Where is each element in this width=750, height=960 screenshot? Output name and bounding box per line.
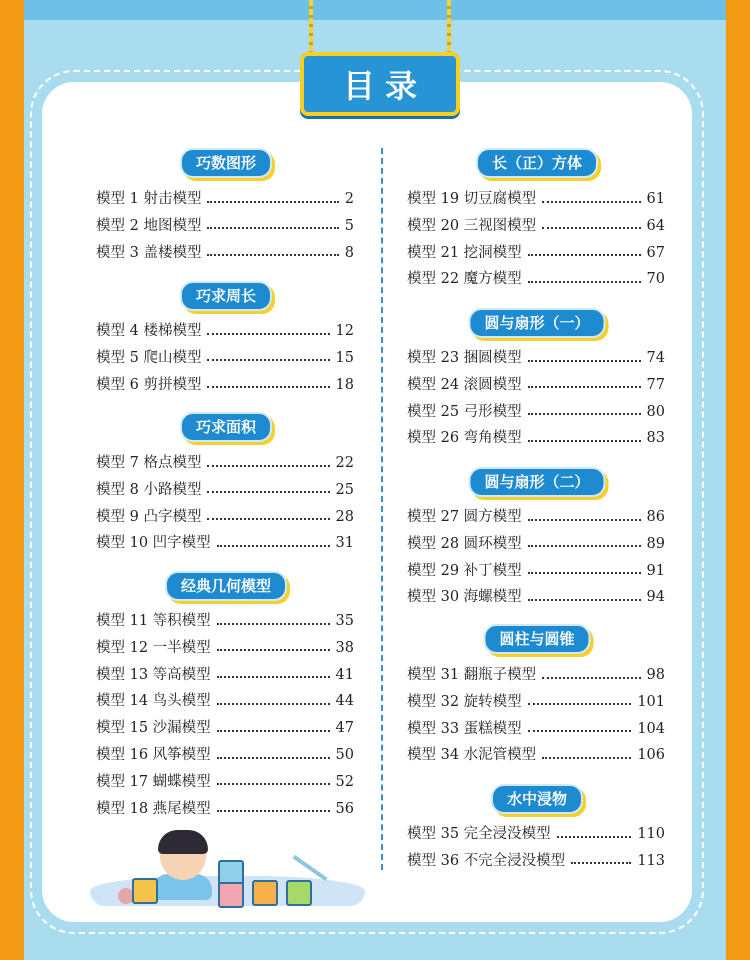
- dot-leader: [217, 703, 330, 705]
- toc-entry-page-number: 12: [335, 323, 354, 339]
- toc-entry-page-number: 98: [646, 667, 665, 683]
- toc-entry[interactable]: [96, 635, 354, 662]
- dot-leader: [207, 227, 338, 229]
- section-heading: 巧求面积: [180, 412, 272, 442]
- toc-entry[interactable]: [407, 213, 665, 240]
- toc-entry-page-number: 67: [646, 244, 665, 261]
- dot-leader: [207, 201, 338, 203]
- toc-entry-title: 模型 29 补丁模型: [407, 562, 522, 579]
- toc-entry-title: 模型 13 等高模型: [96, 666, 211, 683]
- toc-entry-page-number: 64: [646, 217, 665, 234]
- toc-entry[interactable]: [96, 477, 354, 504]
- toc-entry[interactable]: [407, 558, 665, 585]
- toc-entry[interactable]: [407, 848, 665, 875]
- dot-leader: [528, 281, 641, 283]
- toc-entry-page-number: 89: [646, 535, 665, 552]
- dot-leader: [207, 333, 329, 335]
- toc-entry-page-number: 86: [646, 509, 665, 525]
- dot-leader: [528, 360, 641, 362]
- block-cube-icon: [286, 880, 312, 906]
- toc-entry-page-number: 52: [335, 773, 354, 790]
- toc-entry-page-number: 47: [335, 720, 354, 737]
- toc-entry[interactable]: [96, 318, 354, 345]
- toc-entry-title: 模型 4 楼梯模型: [96, 323, 202, 339]
- toc-entry[interactable]: [96, 345, 354, 372]
- toc-entry-page-number: 5: [344, 217, 354, 234]
- toc-entry-title: 模型 11 等积模型: [96, 613, 211, 629]
- dot-leader: [207, 465, 329, 467]
- toc-entry[interactable]: [407, 821, 665, 848]
- dot-leader: [207, 359, 329, 361]
- toc-entry-page-number: 18: [335, 376, 354, 393]
- dot-leader: [528, 730, 632, 732]
- dot-leader: [217, 545, 330, 547]
- block-cube-icon: [218, 882, 244, 908]
- boy-hair: [158, 830, 208, 854]
- dot-leader: [542, 227, 640, 229]
- rope-right: [447, 0, 451, 60]
- dot-leader: [542, 677, 640, 679]
- toc-entry-title: 模型 10 凹字模型: [96, 535, 211, 552]
- dot-leader: [217, 649, 330, 651]
- toc-entry-page-number: 50: [335, 747, 354, 763]
- toc-entry[interactable]: [407, 504, 665, 531]
- toc-entry-title: 模型 7 格点模型: [96, 455, 202, 471]
- toc-entry-title: 模型 18 燕尾模型: [96, 800, 211, 817]
- toc-entry-title: 模型 36 不完全浸没模型: [407, 852, 566, 869]
- toc-entry-page-number: 35: [335, 613, 354, 629]
- toc-entry-title: 模型 26 弯角模型: [407, 430, 522, 447]
- dot-leader: [217, 810, 330, 812]
- section-heading: 水中浸物: [491, 784, 583, 814]
- toc-entry-page-number: 56: [335, 800, 354, 817]
- toc-entry-title: 模型 14 鸟头模型: [96, 693, 211, 710]
- toc-entry-page-number: 22: [335, 455, 354, 471]
- section-heading: 巧求周长: [180, 281, 272, 311]
- dot-leader: [557, 836, 632, 838]
- toc-entry-title: 模型 3 盖楼模型: [96, 244, 202, 261]
- toc-entry-page-number: 80: [646, 403, 665, 420]
- dot-leader: [207, 386, 329, 388]
- toc-entry[interactable]: [407, 584, 665, 611]
- dot-leader: [528, 519, 641, 521]
- toc-entry-page-number: 94: [646, 589, 665, 606]
- toc-entry-title: 模型 28 圆环模型: [407, 535, 522, 552]
- toc-entry[interactable]: [407, 662, 665, 689]
- toc-entry-title: 模型 20 三视图模型: [407, 217, 537, 234]
- rope-left: [309, 0, 313, 60]
- dot-leader: [528, 703, 632, 705]
- toc-entry-page-number: 41: [335, 666, 354, 683]
- toc-entry[interactable]: [407, 531, 665, 558]
- toc-entry[interactable]: [96, 688, 354, 715]
- dot-leader: [207, 491, 329, 493]
- dot-leader: [542, 201, 640, 203]
- toc-entry-title: 模型 31 翻瓶子模型: [407, 667, 537, 683]
- toc-entry[interactable]: [96, 240, 354, 267]
- toc-entry-title: 模型 33 蛋糕模型: [407, 720, 522, 737]
- dot-leader: [217, 623, 330, 625]
- toc-entry[interactable]: [407, 689, 665, 716]
- illustration-boy-with-blocks: [90, 830, 365, 912]
- toc-entry[interactable]: [407, 716, 665, 743]
- dot-leader: [528, 545, 641, 547]
- page-title: 目录: [342, 67, 427, 105]
- toc-entry-title: 模型 8 小路模型: [96, 481, 202, 498]
- dot-leader: [217, 676, 330, 678]
- dot-leader: [528, 413, 641, 415]
- section-heading: 巧数图形: [180, 148, 272, 178]
- toc-entry-title: 模型 34 水泥管模型: [407, 747, 537, 764]
- toc-entry-page-number: 8: [344, 244, 354, 261]
- toc-entry[interactable]: [96, 769, 354, 796]
- toc-entry[interactable]: [96, 662, 354, 689]
- toc-entry-page-number: 61: [646, 191, 665, 207]
- toc-entry[interactable]: [96, 213, 354, 240]
- toc-entry-title: 模型 25 弓形模型: [407, 403, 522, 420]
- section-heading: 长（正）方体: [476, 148, 598, 178]
- section-heading: 经典几何模型: [165, 571, 287, 601]
- toc-entry-title: 模型 12 一半模型: [96, 639, 211, 656]
- toc-entry-page-number: 77: [646, 376, 665, 393]
- toc-entry[interactable]: [407, 372, 665, 399]
- toc-entry[interactable]: [96, 450, 354, 477]
- toc-entry-page-number: 38: [335, 639, 354, 656]
- toc-entry-title: 模型 17 蝴蝶模型: [96, 773, 211, 790]
- section-heading: 圆与扇形（二）: [468, 467, 605, 497]
- toc-entry-title: 模型 32 旋转模型: [407, 693, 522, 710]
- section-heading: 圆柱与圆锥: [483, 624, 590, 654]
- toc-entry-page-number: 110: [637, 826, 665, 842]
- toc-entry-page-number: 2: [344, 191, 354, 207]
- toc-entry-page-number: 74: [646, 350, 665, 366]
- toc-entry-page-number: 83: [646, 430, 665, 447]
- toc-entry-title: 模型 6 剪拼模型: [96, 376, 202, 393]
- dot-leader: [207, 518, 329, 520]
- dot-leader: [217, 783, 330, 785]
- toc-entry-page-number: 25: [335, 481, 354, 498]
- toc-entry-page-number: 15: [335, 349, 354, 366]
- toc-entry[interactable]: [96, 742, 354, 769]
- toc-entry[interactable]: [96, 530, 354, 557]
- toc-entry[interactable]: [96, 372, 354, 399]
- section-heading: 圆与扇形（一）: [468, 308, 605, 338]
- toc-entry-title: 模型 35 完全浸没模型: [407, 826, 551, 842]
- toc-entry-title: 模型 21 挖洞模型: [407, 244, 522, 261]
- dot-leader: [528, 440, 641, 442]
- dot-leader: [528, 254, 641, 256]
- toc-entry-page-number: 28: [335, 508, 354, 525]
- toc-entry-title: 模型 27 圆方模型: [407, 509, 522, 525]
- toc-entry[interactable]: [407, 425, 665, 452]
- toc-entry-title: 模型 30 海螺模型: [407, 589, 522, 606]
- toc-entry-page-number: 70: [646, 271, 665, 288]
- dot-leader: [207, 254, 338, 256]
- toc-entry[interactable]: [407, 240, 665, 267]
- toc-entry-title: 模型 9 凸字模型: [96, 508, 202, 525]
- toc-entry-page-number: 101: [637, 693, 665, 710]
- toc-entry-title: 模型 23 捆圆模型: [407, 350, 522, 366]
- toc-entry[interactable]: [407, 266, 665, 293]
- top-band: [24, 0, 726, 20]
- toc-entry[interactable]: [407, 742, 665, 769]
- toc-entry-page-number: 91: [646, 562, 665, 579]
- dot-leader: [528, 599, 641, 601]
- toc-entry-page-number: 106: [637, 747, 665, 764]
- toc-entry-title: 模型 5 爬山模型: [96, 349, 202, 366]
- toc-entry[interactable]: [407, 345, 665, 372]
- toc-entry-title: 模型 24 滚圆模型: [407, 376, 522, 393]
- column-divider: [381, 148, 383, 870]
- dot-leader: [217, 757, 330, 759]
- toc-entry[interactable]: [96, 715, 354, 742]
- toc-entry-title: 模型 22 魔方模型: [407, 271, 522, 288]
- block-cube-icon: [132, 878, 158, 904]
- title-sign: [300, 52, 460, 116]
- dot-leader: [542, 757, 631, 759]
- dot-leader: [217, 730, 330, 732]
- toc-entry[interactable]: [407, 186, 665, 213]
- toc-entry-title: 模型 16 风筝模型: [96, 747, 211, 763]
- toc-entry[interactable]: [96, 608, 354, 635]
- toc-entry[interactable]: [96, 796, 354, 823]
- block-cube-icon: [252, 880, 278, 906]
- toc-entry-title: 模型 19 切豆腐模型: [407, 191, 537, 207]
- dot-leader: [528, 386, 641, 388]
- toc-entry[interactable]: [96, 186, 354, 213]
- toc-entry-page-number: 31: [335, 535, 354, 552]
- toc-entry[interactable]: [96, 504, 354, 531]
- toc-entry-title: 模型 1 射击模型: [96, 191, 202, 207]
- toc-entry-page-number: 113: [637, 852, 665, 869]
- toc-entry-page-number: 44: [335, 693, 354, 710]
- toc-entry[interactable]: [407, 399, 665, 426]
- toc-entry-title: 模型 2 地图模型: [96, 217, 202, 234]
- toc-entry-title: 模型 15 沙漏模型: [96, 720, 211, 737]
- dot-leader: [528, 572, 641, 574]
- toc-entry-page-number: 104: [637, 720, 665, 737]
- dot-leader: [571, 862, 631, 864]
